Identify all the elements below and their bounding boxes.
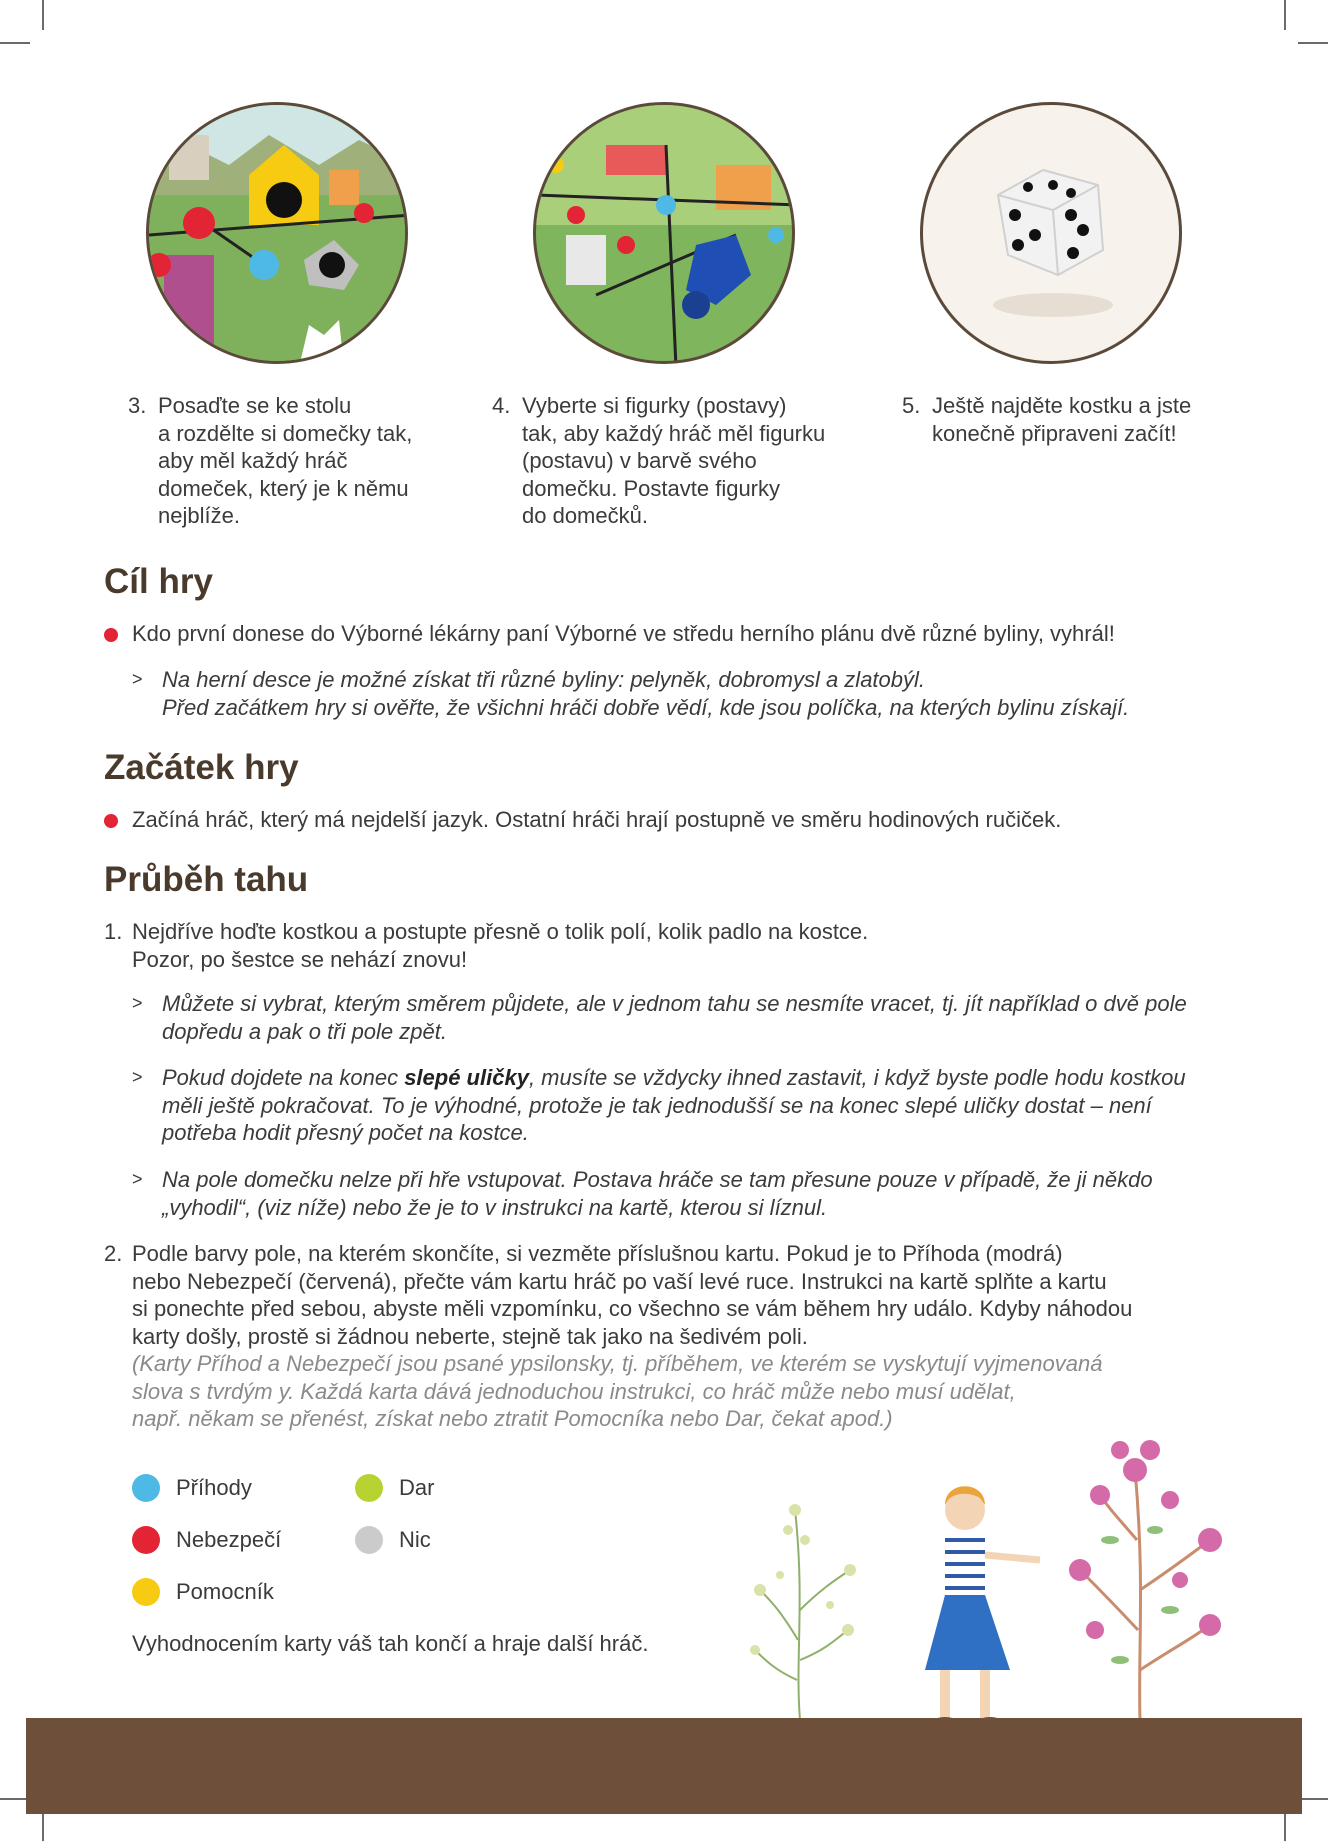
step-number: 5. <box>902 393 921 418</box>
legend-pomocnik <box>132 1578 274 1606</box>
legend-nebezpeci <box>132 1526 281 1554</box>
blue-dot <box>132 1474 160 1502</box>
figures-illustration <box>533 102 795 364</box>
step-number: 4. <box>492 393 511 418</box>
garden-illustration <box>740 1380 1260 1740</box>
note-line: Před začátkem hry si ověřte, že všichni hráči dobře vědí, kde jsou políčka, na kterých bylinu získají. <box>162 694 1130 720</box>
step-line: tak, aby každý hráč měl figurku <box>522 420 826 446</box>
item-line: Nejdříve hoďte kostkou a postupte přesně o tolik polí, kolik padlo na kostce. <box>132 919 869 944</box>
legend-label: Nic <box>399 1527 431 1552</box>
turn-note-3 <box>132 1166 1242 1221</box>
item-number: 1. <box>104 919 123 944</box>
step-line: (postavu) v barvě svého <box>522 448 757 473</box>
bullet-dot <box>104 814 118 828</box>
crop-mark <box>1284 0 1286 30</box>
girl-figure <box>925 1486 1040 1727</box>
turn-heading: Průběh tahu <box>104 860 309 899</box>
turn-note-1 <box>132 990 1242 1045</box>
closing-text: Vyhodnocením karty váš tah končí a hraje další hráč. <box>132 1631 649 1656</box>
red-dot <box>132 1526 160 1554</box>
step-line: Ještě najděte kostku a jste <box>932 393 1192 418</box>
note-line: potřeba hodit přesný počet na kostce. <box>162 1120 529 1145</box>
start-text: Začíná hráč, který má nejdelší jazyk. Ostatní hráči hrají postupně ve směru hodinových ručiček. <box>132 807 1062 832</box>
start-heading: Začátek hry <box>104 748 299 787</box>
legend-nic <box>355 1526 431 1554</box>
note-line: „vyhodil“, (viz níže) nebo že je to v instrukci na kartě, kterou si líznul. <box>162 1194 828 1220</box>
step-line: domeček, který je k němu <box>158 475 409 501</box>
legend-prihody <box>132 1474 252 1502</box>
step-line: a rozdělte si domečky tak, <box>158 420 413 446</box>
gray-dot <box>355 1526 383 1554</box>
step-line: domečku. Postavte figurky <box>522 475 781 501</box>
item-number: 2. <box>104 1241 123 1266</box>
legend-dar <box>355 1474 434 1502</box>
green-dot <box>355 1474 383 1502</box>
item-gray-line: (Karty Příhod a Nebezpečí jsou psané ypsilonsky, tj. příběhem, ve kterém se vyskytují vyjmenovaná <box>132 1351 1103 1376</box>
item-line: nebo Nebezpečí (červená), přečte vám kartu hráč po vaší levé ruce. Instrukci na kartě splňte a kartu <box>132 1268 1107 1294</box>
step-number: 3. <box>128 393 147 418</box>
legend-label: Nebezpečí <box>176 1527 282 1552</box>
yellow-dot <box>132 1578 160 1606</box>
note-line: Můžete si vybrat, kterým směrem půjdete, ale v jednom tahu se nesmíte vracet, tj. jít například o dvě pole <box>162 991 1187 1016</box>
turn-item-1 <box>104 918 1244 973</box>
dice-illustration <box>920 102 1182 364</box>
item-line: Pozor, po šestce se nehází znovu! <box>132 946 468 972</box>
crop-mark <box>0 42 30 44</box>
step-4 <box>492 392 872 530</box>
turn-note-2 <box>132 1064 1242 1147</box>
start-bullet <box>104 806 1244 834</box>
chevron-right-icon: > <box>132 1169 143 1189</box>
ground-strip <box>26 1718 1302 1814</box>
note-line: Pokud dojdete na konec slepé uličky, musíte se vždycky ihned zastavit, i když byste podle hodu kostkou <box>162 1065 1186 1090</box>
step-line: konečně připraveni začít! <box>932 420 1177 446</box>
goal-note <box>132 666 1242 721</box>
item-gray-line: např. někam se přenést, získat nebo ztratit Pomocníka nebo Dar, čekat apod.) <box>132 1406 893 1431</box>
shrub-blossoms <box>1069 1440 1222 1639</box>
chevron-right-icon: > <box>132 1067 143 1087</box>
goal-heading: Cíl hry <box>104 562 213 601</box>
goal-bullet <box>104 620 1244 648</box>
herb-flowers <box>750 1504 856 1655</box>
note-line: dopředu a pak o tři pole zpět. <box>162 1018 447 1044</box>
legend-label: Pomocník <box>176 1579 274 1604</box>
legend-label: Dar <box>399 1475 435 1500</box>
note-line: Na herní desce je možné získat tři různé byliny: pelyněk, dobromysl a zlatobýl. <box>162 667 926 692</box>
houses-illustration <box>146 102 408 364</box>
crop-mark <box>1298 42 1328 44</box>
goal-text: Kdo první donese do Výborné lékárny paní Výborné ve středu herního plánu dvě různé byliny, vyhrál! <box>132 621 1115 646</box>
step-5 <box>902 392 1232 447</box>
step-3 <box>128 392 458 530</box>
flower-shrub <box>1080 1470 1210 1720</box>
crop-mark <box>42 1812 44 1841</box>
crop-mark <box>1284 1812 1286 1841</box>
step-line: nejblíže. <box>158 503 240 528</box>
crop-mark <box>42 0 44 30</box>
item-gray-line: slova s tvrdým y. Každá karta dává jednoduchou instrukci, co hráč může nebo musí udělat, <box>132 1378 1016 1404</box>
step-line: Posaďte se ke stolu <box>158 393 352 418</box>
note-line: Na pole domečku nelze při hře vstupovat. Postava hráče se tam přesune pouze v případě, že ji někdo <box>162 1167 1153 1192</box>
item-line: karty došly, prostě si žádnou neberte, stejně tak jako na šedivém poli. <box>132 1323 808 1349</box>
step-line: Vyberte si figurky (postavy) <box>522 393 787 418</box>
dead-end-term: slepé uličky <box>404 1065 529 1090</box>
step-line: aby měl každý hráč <box>158 448 348 473</box>
item-line: si ponechte před sebou, abyste měli vzpomínku, co všechno se vám během hry událo. Kdyby náhodou <box>132 1296 1133 1321</box>
crop-mark <box>1298 1798 1328 1800</box>
bullet-dot <box>104 628 118 642</box>
step-line: do domečků. <box>522 503 648 528</box>
note-line: měli ještě pokračovat. To je výhodné, protože je tak jednodušší se na konec slepé uličky dostat – není <box>162 1092 1152 1118</box>
item-line: Podle barvy pole, na kterém skončíte, si vezměte příslušnou kartu. Pokud je to Příhoda (modrá) <box>132 1241 1063 1266</box>
chevron-right-icon: > <box>132 669 143 689</box>
legend-label: Příhody <box>176 1475 252 1500</box>
chevron-right-icon: > <box>132 993 143 1013</box>
